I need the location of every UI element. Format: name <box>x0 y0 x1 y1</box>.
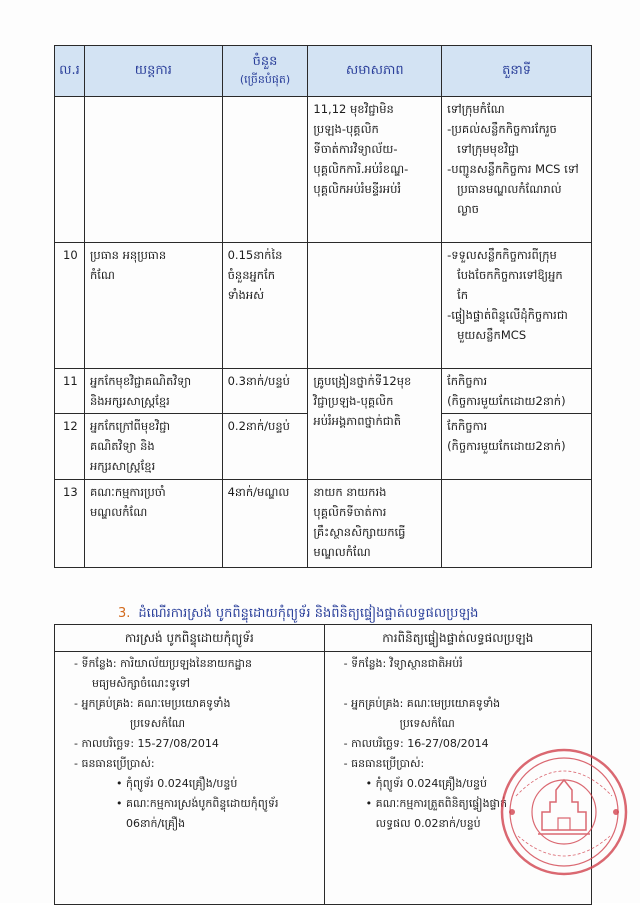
text-line: វិជ្ជាប្រឡង-បុគ្គលិក <box>313 394 394 408</box>
cell-mechanism <box>84 369 222 414</box>
cell-quantity <box>222 480 308 568</box>
header-quantity-label: ចំនួន <box>252 54 278 69</box>
text-line: គណិតវិទ្យា និង <box>89 439 155 453</box>
cell-role <box>442 480 592 568</box>
text-line: មួយសន្លឹកMCS <box>457 328 527 342</box>
text-line: ប្រទេសកំណែ <box>130 717 186 730</box>
text-line: -ផ្ទៀងផ្ទាត់ពិន្ទុលើដុំកិច្ចការជា <box>447 308 568 322</box>
table-row <box>55 480 592 568</box>
text-line: កែកិច្ចការ <box>447 419 488 433</box>
text-line: មណ្ឌលកំណែ <box>313 545 371 559</box>
text-line: (កិច្ចការមួយកែដោយ2នាក់) <box>447 394 566 408</box>
text-line: កំណែ <box>89 268 115 282</box>
cell-mechanism <box>84 480 222 568</box>
committee-roles-table <box>54 45 592 568</box>
text-line: កែ <box>457 288 469 302</box>
text-line: កែកិច្ចការ <box>447 374 488 388</box>
text-line: មណ្ឌលកំណែ <box>89 505 148 519</box>
text-line: -ប្រគល់សន្លឹកកិច្ចការកែរួច <box>447 122 557 136</box>
text-line: គ្រឹះស្ថានសិក្សាយកធ្វើ <box>313 525 406 539</box>
cell-mechanism <box>84 97 222 243</box>
text-line: អ្នកកែក្រៅពីមុខវិជ្ជា <box>89 419 171 433</box>
text-line: - កាលបរិច្ឆេទ: 15-27/08/2014 <box>74 737 219 750</box>
bullet-text: គណៈកម្មការស្រង់បូកពិន្ទុដោយកុំព្យូទ័រ <box>126 797 279 810</box>
header-quantity <box>222 46 308 97</box>
cell-quantity <box>222 97 308 243</box>
cell-role <box>442 97 592 243</box>
text-line: 0.3នាក់/បន្ទប់ <box>227 374 290 388</box>
cell-no: 13 <box>55 480 85 568</box>
text-line: ទៅក្រុមកំណែ <box>447 102 505 116</box>
header-no: ល.រ <box>55 46 85 97</box>
cell-no: 12 <box>55 414 85 480</box>
bullet-text: កុំព្យូទ័រ 0.024គ្រឿង/បន្ទប់ <box>126 777 238 790</box>
cell-no <box>55 97 85 243</box>
cell-quantity <box>222 369 308 414</box>
text-line: - ទីកន្លែង: ការិយាល័យប្រឡងនៃនាយកដ្ឋាន <box>74 657 253 670</box>
header-role: តួនាទី <box>442 46 592 97</box>
text-line: - កាលបរិច្ឆេទ: 16-27/08/2014 <box>343 737 489 750</box>
text-line: 4នាក់/មណ្ឌល <box>227 485 290 499</box>
text-line: ទាំងអស់ <box>227 288 265 302</box>
text-line: អប់រំអង្គភាពថ្នាក់ជាតិ <box>313 414 402 428</box>
bullet-item <box>60 794 319 814</box>
text-line: នាយក នាយករង <box>313 485 387 499</box>
cell-qualification-merged <box>308 369 442 480</box>
table-row <box>55 243 592 369</box>
cell-mechanism <box>84 414 222 480</box>
section-3-heading <box>118 605 478 624</box>
text-line: ល្ងាច <box>457 202 479 216</box>
header-score-entry: ការស្រង់ បូកពិន្ទុដោយកុំព្យូទ័រ <box>55 625 325 652</box>
text-line: អក្សរសាស្ត្រខ្មែរ <box>89 459 156 473</box>
text-line: - ធនធានប្រើប្រាស់: <box>343 757 425 770</box>
header-mechanism: យន្តការ <box>84 46 222 97</box>
cell-role <box>442 414 592 480</box>
text-line: - ទីកន្លែង: វិទ្យាស្ថានជាតិអប់រំ <box>343 657 463 670</box>
cell-quantity <box>222 243 308 369</box>
cell-role <box>442 243 592 369</box>
bullet-text: កុំព្យូទ័រ 0.024គ្រឿង/បន្ទប់ <box>375 777 488 790</box>
text-line: និងអក្សរសាស្ត្រខ្មែរ <box>89 394 170 408</box>
cell-qualification <box>308 97 442 243</box>
text-line: ទៅក្រុមមុខវិជ្ជា <box>457 142 519 156</box>
text-line: បុគ្គលិកអប់រំមន្ទីរអប់រំ <box>313 182 402 196</box>
cell-qualification <box>308 243 442 369</box>
bullet-icon: • <box>116 777 123 790</box>
text-line: - អ្នកគ្រប់គ្រង: គណៈមេប្រយោគទូទាំង <box>74 697 231 710</box>
text-line: លទ្ធផល 0.02នាក់/បន្ទប់ <box>375 817 481 830</box>
bullet-icon: • <box>116 797 123 810</box>
bullet-icon: • <box>365 777 373 790</box>
text-line: ចំនួនអ្នកកែ <box>227 268 276 282</box>
official-seal-icon <box>498 746 630 878</box>
text-line: - ធនធានប្រើប្រាស់: <box>74 757 155 770</box>
table-header-row <box>55 46 592 97</box>
section-title-text: ដំណើរការស្រង់ បូកពិន្ទុដោយកុំព្យូទ័រ និងពិនិត្យផ្ទៀងផ្ទាត់លទ្ធផលប្រឡង <box>138 606 479 621</box>
bullet-item <box>60 774 319 794</box>
text-line: 0.2នាក់/បន្ទប់ <box>227 419 290 433</box>
text-line: ទីចាត់ការវិទ្យាល័យ- <box>313 142 398 156</box>
text-line: 11,12 មុខវិជ្ជាមិន <box>313 102 394 116</box>
text-line: អ្នកកែមុខវិជ្ជាគណិតវិទ្យា <box>89 374 192 388</box>
bullet-text: គណៈកម្មការត្រួតពិនិត្យផ្ទៀងផ្ទាត់ <box>375 797 508 810</box>
text-line: 06នាក់/គ្រឿង <box>126 817 186 830</box>
text-line: - អ្នកគ្រប់គ្រង: គណៈមេប្រយោគទូទាំង <box>343 697 501 710</box>
cell-quantity <box>222 414 308 480</box>
header-result-verification: ការពិនិត្យផ្ទៀងផ្ទាត់លទ្ធផលប្រឡង <box>324 625 591 652</box>
text-line: បុគ្គលិកទីចាត់ការ <box>313 505 387 519</box>
text-line: -ទទួលសន្លឹកកិច្ចការពីក្រុម <box>447 248 557 262</box>
table-row <box>55 369 592 414</box>
bullet-icon: • <box>365 797 373 810</box>
cell-score-entry <box>55 652 325 905</box>
header-quantity-sub: (ច្រើនបំផុត) <box>239 73 291 86</box>
table-header-row <box>55 625 592 652</box>
cell-role <box>442 369 592 414</box>
text-line: ប្រឡង-បុគ្គលិក <box>313 122 379 136</box>
text-line: ប្រធានមណ្ឌលកំណែរាល់ <box>457 182 562 196</box>
section-number: 3. <box>118 606 131 621</box>
spacer <box>330 674 586 694</box>
cell-no: 11 <box>55 369 85 414</box>
text-line: 0.15នាក់នៃ <box>227 248 283 262</box>
text-line: មធ្យមសិក្សាចំណេះទូទៅ <box>92 677 190 690</box>
cell-qualification <box>308 480 442 568</box>
text-line: (កិច្ចការមួយកែដោយ2នាក់) <box>447 439 566 453</box>
text-line: គណៈកម្មការប្រចាំ <box>89 485 166 499</box>
header-qualification: សមាសភាព <box>308 46 442 97</box>
text-line: បែងចែកកិច្ចការទៅឱ្យអ្នក <box>457 268 563 282</box>
text-line: ប្រទេសកំណែ <box>399 717 455 730</box>
table-row <box>55 97 592 243</box>
cell-no: 10 <box>55 243 85 369</box>
text-line: -បញ្ជូនសន្លឹកកិច្ចការ MCS ទៅ <box>447 162 579 176</box>
cell-mechanism <box>84 243 222 369</box>
text-line: ប្រធាន អនុប្រធាន <box>89 248 167 262</box>
text-line: គ្រូបង្រៀនថ្នាក់ទី12មុខ <box>313 374 412 388</box>
text-line: បុគ្គលិកការិ.អប់រំខណ្ឌ- <box>313 162 409 176</box>
